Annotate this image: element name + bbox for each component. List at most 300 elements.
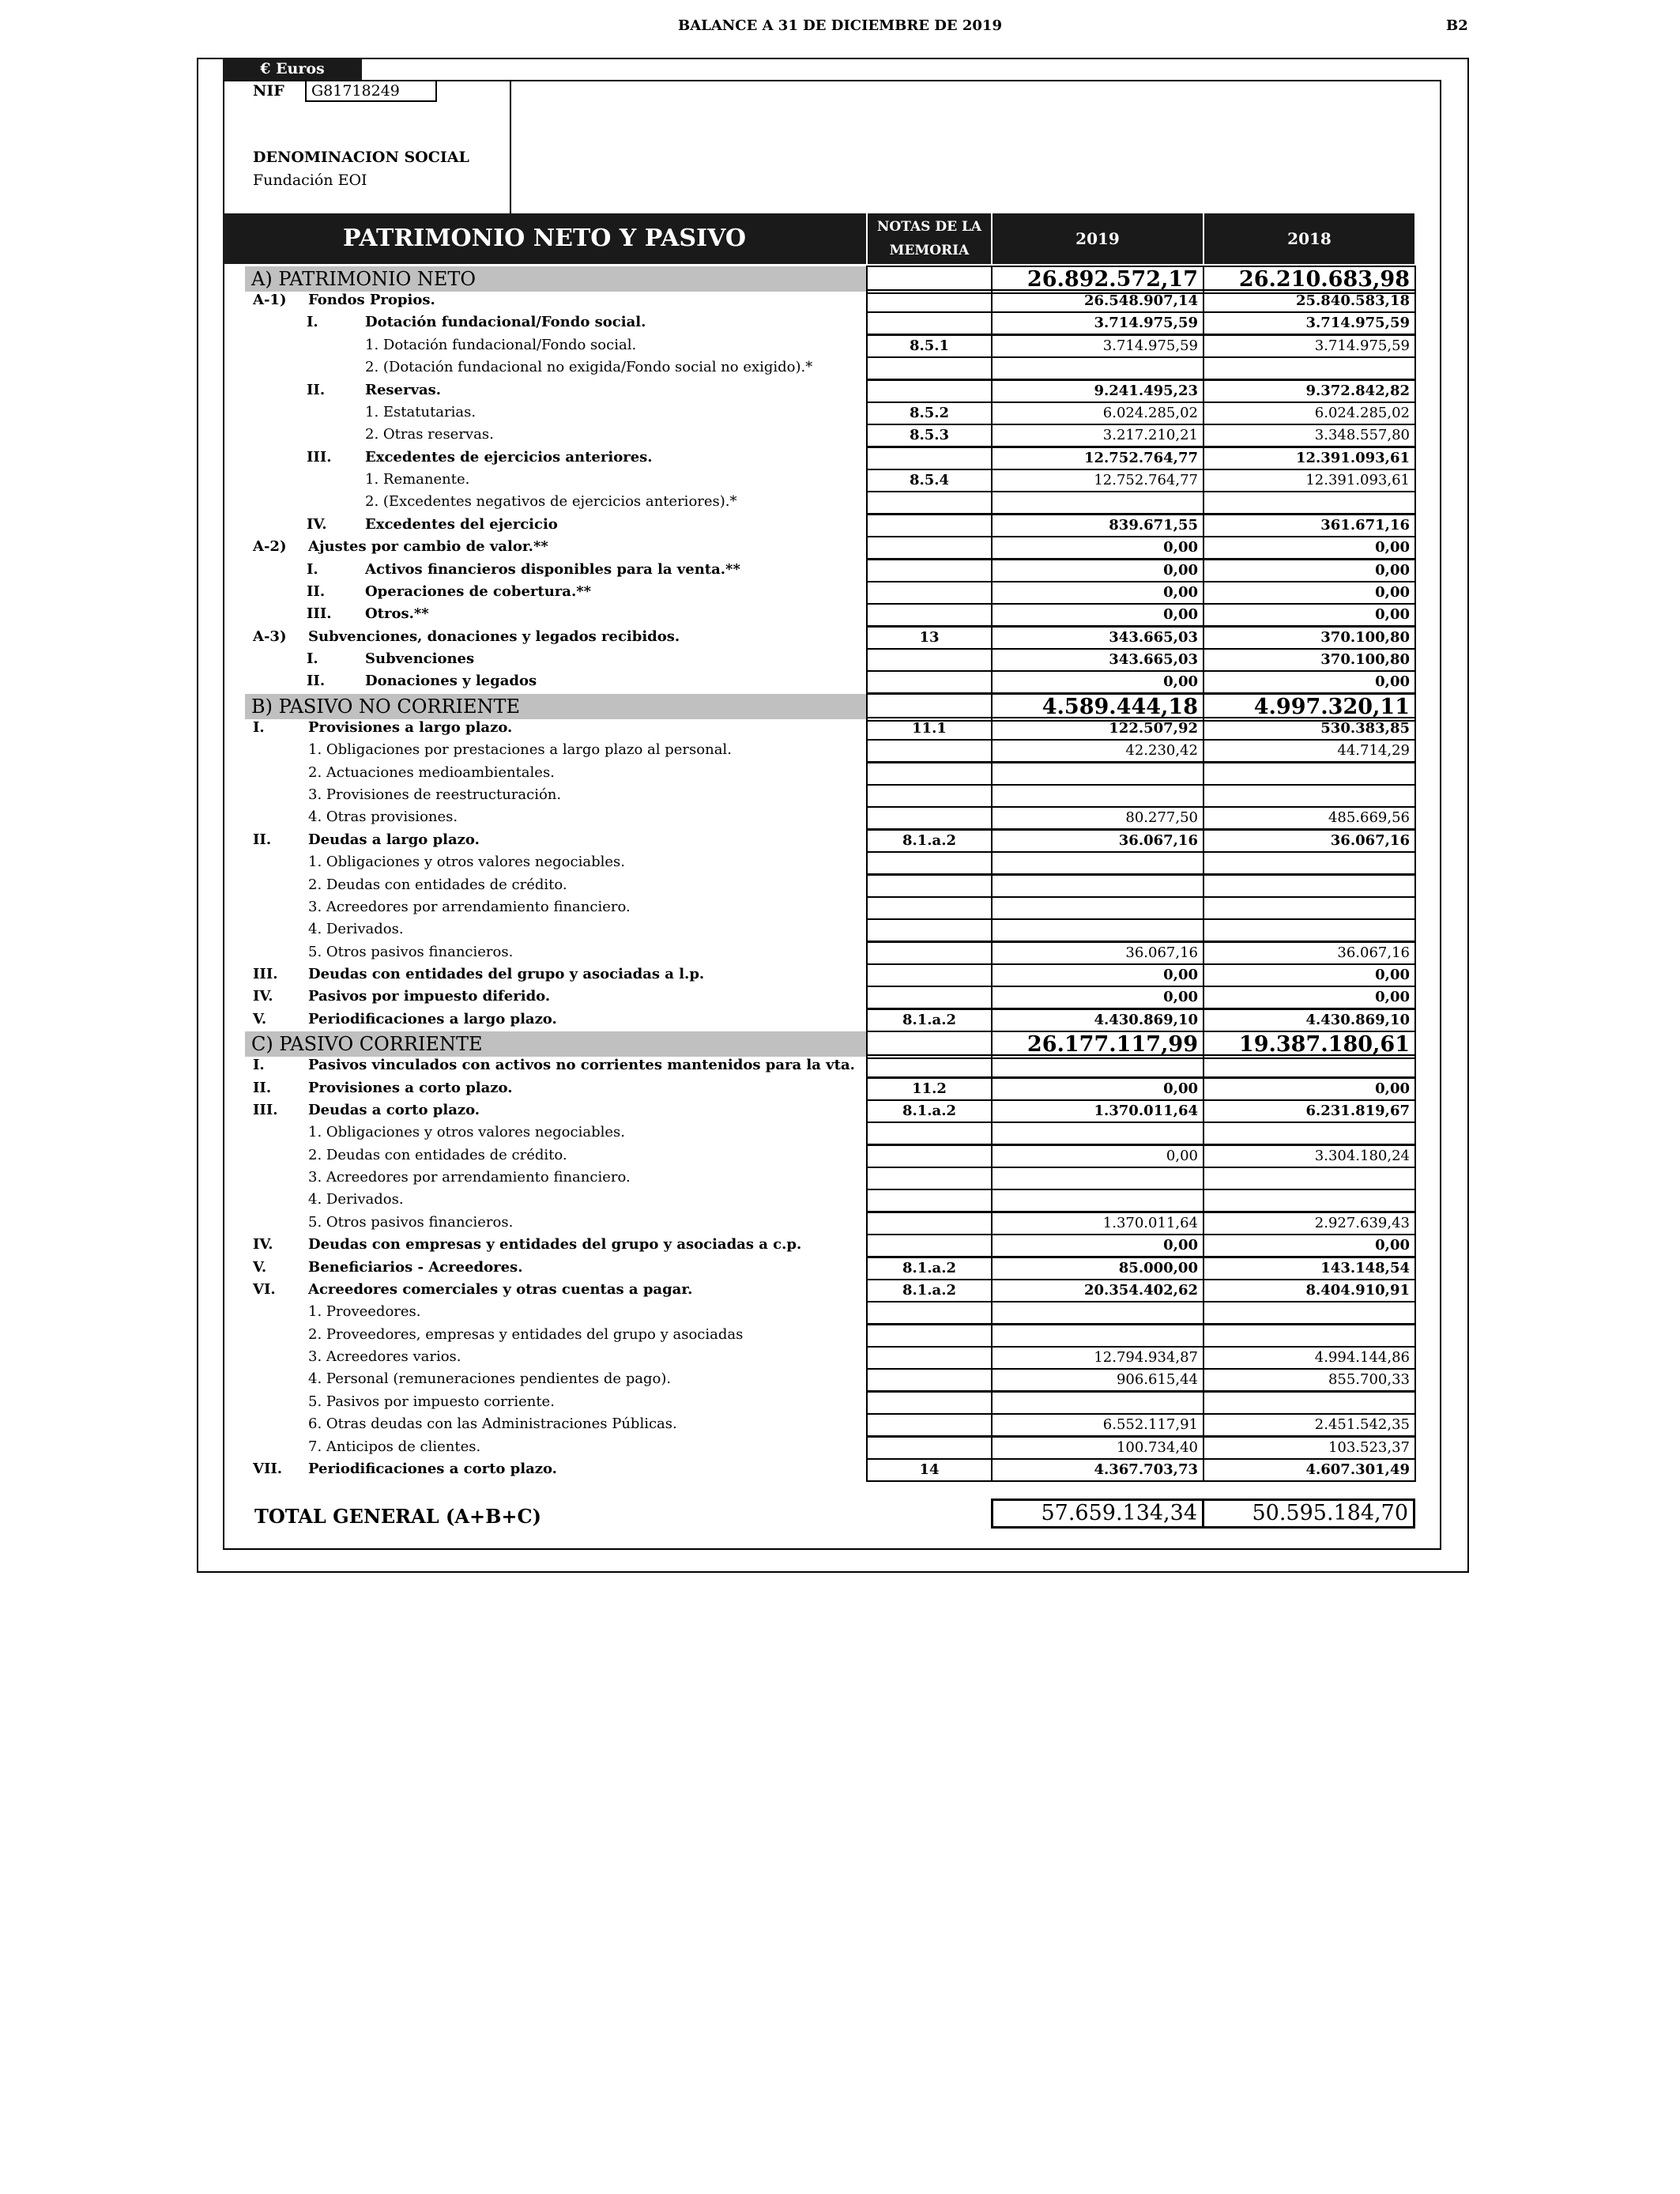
table-row xyxy=(223,379,1414,401)
value-2018-cell: 4.997.320,11 xyxy=(1203,693,1416,722)
value-2019-cell: 343.665,03 xyxy=(991,648,1204,672)
value-2018-cell: 0,00 xyxy=(1203,1234,1416,1257)
note-cell xyxy=(866,1391,993,1415)
value-2019-cell xyxy=(991,1391,1204,1415)
value-2019-cell: 1.370.011,64 xyxy=(991,1212,1204,1235)
value-2019-cell: 0,00 xyxy=(991,581,1204,605)
row-label: Beneficiarios - Acreedores. xyxy=(308,1259,523,1276)
note-cell xyxy=(866,670,993,694)
row-label: Periodificaciones a corto plazo. xyxy=(308,1461,557,1477)
value-2019-cell xyxy=(991,1324,1204,1348)
value-2018-cell xyxy=(1203,1301,1416,1325)
note-cell xyxy=(866,1054,993,1078)
value-2019-cell: 0,00 xyxy=(991,1234,1204,1257)
note-cell: 8.5.3 xyxy=(866,424,993,447)
value-2019-cell: 122.507,92 xyxy=(991,717,1204,741)
table-row xyxy=(223,424,1414,446)
value-2019-cell: 343.665,03 xyxy=(991,626,1204,650)
row-code: V. xyxy=(253,1259,267,1276)
value-2019-cell: 6.552.117,91 xyxy=(991,1413,1204,1437)
value-2018-cell: 143.148,54 xyxy=(1203,1257,1416,1280)
row-label: 1. Obligaciones y otros valores negociables. xyxy=(308,854,625,870)
value-2019-cell xyxy=(991,1167,1204,1190)
row-label: 6. Otras deudas con las Administraciones Públicas. xyxy=(308,1416,677,1432)
row-label: 7. Anticipos de clientes. xyxy=(308,1438,481,1455)
table-row xyxy=(223,447,1414,469)
note-cell: 8.1.a.2 xyxy=(866,829,993,853)
value-2019-cell: 0,00 xyxy=(991,1077,1204,1101)
row-code: III. xyxy=(253,966,278,982)
value-2018-cell: 4.994.144,86 xyxy=(1203,1346,1416,1370)
note-cell xyxy=(866,379,993,403)
value-2018-cell: 3.714.975,59 xyxy=(1203,334,1416,358)
section-title: A) PATRIMONIO NETO xyxy=(251,268,477,290)
value-2018-cell xyxy=(1203,491,1416,515)
note-cell xyxy=(866,311,993,335)
table-row xyxy=(223,514,1414,536)
note-cell xyxy=(866,1368,993,1392)
row-code: IV. xyxy=(253,988,273,1005)
total-2019: 57.659.134,34 xyxy=(991,1498,1204,1529)
value-2019-cell: 6.024.285,02 xyxy=(991,401,1204,425)
table-row xyxy=(223,603,1414,625)
section-title: C) PASIVO CORRIENTE xyxy=(251,1033,483,1055)
table-row xyxy=(223,1346,1414,1368)
value-2018-cell: 36.067,16 xyxy=(1203,941,1416,965)
note-cell: 8.5.1 xyxy=(866,334,993,358)
total-label: TOTAL GENERAL (A+B+C) xyxy=(254,1505,541,1528)
note-cell xyxy=(866,1301,993,1325)
table-row xyxy=(223,1368,1414,1390)
value-2019-cell: 4.367.703,73 xyxy=(991,1458,1204,1482)
row-label: 2. Deudas con entidades de crédito. xyxy=(308,876,567,893)
note-cell xyxy=(866,648,993,672)
row-label: 3. Acreedores por arrendamiento financiero. xyxy=(308,899,631,915)
table-row xyxy=(223,762,1414,784)
value-2018-cell: 25.840.583,18 xyxy=(1203,289,1416,313)
value-2019-cell xyxy=(991,784,1204,808)
row-label: Deudas a largo plazo. xyxy=(308,831,480,848)
row-number: III. xyxy=(307,605,332,622)
row-label: 3. Provisiones de reestructuración. xyxy=(308,786,562,803)
note-cell xyxy=(866,581,993,605)
value-2019-cell: 0,00 xyxy=(991,963,1204,987)
section-row xyxy=(223,1031,1414,1057)
row-label: Ajustes por cambio de valor.** xyxy=(308,538,548,555)
row-label: Subvenciones xyxy=(365,650,475,667)
row-code: II. xyxy=(253,1080,272,1096)
value-2019-cell: 20.354.402,62 xyxy=(991,1279,1204,1302)
value-2018-cell xyxy=(1203,1324,1416,1348)
row-label: Reservas. xyxy=(365,382,442,398)
value-2018-cell xyxy=(1203,1167,1416,1190)
value-2019-cell: 3.714.975,59 xyxy=(991,311,1204,335)
table-row xyxy=(223,536,1414,558)
row-label: 2. Otras reservas. xyxy=(365,426,494,443)
note-cell xyxy=(866,1413,993,1437)
table-row xyxy=(223,1257,1414,1279)
row-label: 5. Pasivos por impuesto corriente. xyxy=(308,1393,555,1410)
table-row xyxy=(223,1212,1414,1234)
table-row xyxy=(223,1054,1414,1076)
row-label: Excedentes del ejercicio xyxy=(365,516,558,533)
row-label: 2. Actuaciones medioambientales. xyxy=(308,764,555,781)
row-label: Deudas a corto plazo. xyxy=(308,1102,480,1118)
table-row xyxy=(223,1167,1414,1189)
value-2019-cell: 26.892.572,17 xyxy=(991,266,1204,294)
row-label: Pasivos vinculados con activos no corrientes mantenidos para la vta. xyxy=(308,1057,855,1073)
value-2018-cell: 8.404.910,91 xyxy=(1203,1279,1416,1302)
value-2018-cell: 361.671,16 xyxy=(1203,514,1416,537)
note-cell xyxy=(866,1144,993,1168)
value-2019-cell: 85.000,00 xyxy=(991,1257,1204,1280)
note-cell xyxy=(866,603,993,627)
table-row xyxy=(223,581,1414,603)
note-cell: 13 xyxy=(866,626,993,650)
row-code: III. xyxy=(253,1102,278,1118)
table-row xyxy=(223,1144,1414,1167)
note-cell xyxy=(866,1212,993,1235)
note-cell: 8.1.a.2 xyxy=(866,1008,993,1032)
row-label: Dotación fundacional/Fondo social. xyxy=(365,314,646,330)
note-cell xyxy=(866,514,993,537)
value-2018-cell: 36.067,16 xyxy=(1203,829,1416,853)
note-cell xyxy=(866,1436,993,1460)
value-2018-cell: 44.714,29 xyxy=(1203,739,1416,763)
value-2018-cell xyxy=(1203,1189,1416,1212)
row-label: 3. Acreedores varios. xyxy=(308,1348,461,1365)
value-2018-cell xyxy=(1203,762,1416,786)
note-cell: 11.2 xyxy=(866,1077,993,1101)
section-row xyxy=(223,693,1414,720)
value-2019-cell: 0,00 xyxy=(991,559,1204,582)
table-row xyxy=(223,1008,1414,1031)
value-2018-cell xyxy=(1203,874,1416,898)
value-2018-cell xyxy=(1203,851,1416,875)
table-row xyxy=(223,334,1414,356)
value-2018-cell xyxy=(1203,784,1416,808)
value-2018-cell: 0,00 xyxy=(1203,536,1416,560)
value-2019-cell: 12.794.934,87 xyxy=(991,1346,1204,1370)
row-label: 3. Acreedores por arrendamiento financiero. xyxy=(308,1169,631,1186)
value-2018-cell: 530.383,85 xyxy=(1203,717,1416,741)
note-cell xyxy=(866,784,993,808)
table-row xyxy=(223,739,1414,761)
table-row xyxy=(223,1234,1414,1256)
value-2019-cell: 26.177.117,99 xyxy=(991,1031,1204,1059)
row-number: II. xyxy=(307,382,326,398)
row-label: 4. Personal (remuneraciones pendientes de pago). xyxy=(308,1370,672,1387)
note-cell xyxy=(866,356,993,380)
value-2018-cell: 0,00 xyxy=(1203,581,1416,605)
row-label: 4. Derivados. xyxy=(308,1191,404,1208)
note-cell: 8.5.2 xyxy=(866,401,993,425)
row-label: Otros.** xyxy=(365,605,429,622)
row-code: I. xyxy=(253,1057,265,1073)
note-cell: 11.1 xyxy=(866,717,993,741)
value-2019-cell xyxy=(991,356,1204,380)
value-2019-cell xyxy=(991,918,1204,942)
row-label: Provisiones a corto plazo. xyxy=(308,1080,513,1096)
value-2019-cell xyxy=(991,762,1204,786)
table-row xyxy=(223,401,1414,424)
table-row xyxy=(223,289,1414,311)
value-2018-cell: 12.391.093,61 xyxy=(1203,469,1416,492)
value-2019-cell: 3.217.210,21 xyxy=(991,424,1204,447)
note-cell: 8.1.a.2 xyxy=(866,1099,993,1123)
note-cell xyxy=(866,941,993,965)
value-2019-cell: 0,00 xyxy=(991,1144,1204,1168)
table-row xyxy=(223,1391,1414,1413)
table-row xyxy=(223,829,1414,851)
note-cell xyxy=(866,1234,993,1257)
value-2019-cell xyxy=(991,1189,1204,1212)
row-number: IV. xyxy=(307,516,327,533)
note-cell xyxy=(866,289,993,313)
table-row xyxy=(223,986,1414,1008)
table-row xyxy=(223,1458,1414,1480)
table-row xyxy=(223,1324,1414,1346)
value-2018-cell: 0,00 xyxy=(1203,559,1416,582)
value-2019-cell: 9.241.495,23 xyxy=(991,379,1204,403)
value-2019-cell: 0,00 xyxy=(991,986,1204,1009)
value-2018-cell: 3.714.975,59 xyxy=(1203,311,1416,335)
table-row xyxy=(223,1436,1414,1458)
value-2019-cell xyxy=(991,1054,1204,1078)
page-title: BALANCE A 31 DE DICIEMBRE DE 2019 xyxy=(678,17,1002,34)
row-label: 1. Remanente. xyxy=(365,471,470,488)
value-2018-cell: 103.523,37 xyxy=(1203,1436,1416,1460)
note-cell xyxy=(866,762,993,786)
table-row xyxy=(223,469,1414,491)
note-cell xyxy=(866,1189,993,1212)
value-2019-cell: 12.752.764,77 xyxy=(991,447,1204,470)
note-cell: 14 xyxy=(866,1458,993,1482)
table-row xyxy=(223,626,1414,648)
table-row xyxy=(223,1189,1414,1211)
denominacion-value: Fundación EOI xyxy=(253,172,367,189)
value-2018-cell xyxy=(1203,1391,1416,1415)
value-2018-cell: 4.430.869,10 xyxy=(1203,1008,1416,1032)
value-2019-cell xyxy=(991,1301,1204,1325)
row-code: I. xyxy=(253,719,265,736)
year-2019-header: 2019 xyxy=(991,213,1203,264)
value-2018-cell: 2.451.542,35 xyxy=(1203,1413,1416,1437)
table-row xyxy=(223,896,1414,918)
note-cell xyxy=(866,1346,993,1370)
note-cell xyxy=(866,874,993,898)
table-row xyxy=(223,1077,1414,1099)
value-2018-cell: 855.700,33 xyxy=(1203,1368,1416,1392)
value-2018-cell: 0,00 xyxy=(1203,603,1416,627)
value-2019-cell xyxy=(991,1122,1204,1145)
nif-value: G81718249 xyxy=(305,80,437,102)
note-cell xyxy=(866,447,993,470)
table-row xyxy=(223,491,1414,513)
value-2019-cell: 26.548.907,14 xyxy=(991,289,1204,313)
value-2018-cell: 6.231.819,67 xyxy=(1203,1099,1416,1123)
row-label: Provisiones a largo plazo. xyxy=(308,719,513,736)
note-cell xyxy=(866,739,993,763)
table-row xyxy=(223,874,1414,896)
value-2018-cell: 0,00 xyxy=(1203,670,1416,694)
year-2018-header: 2018 xyxy=(1203,213,1414,264)
row-code: VI. xyxy=(253,1281,276,1298)
note-cell xyxy=(866,491,993,515)
table-row xyxy=(223,784,1414,806)
notas-header: NOTAS DE LA MEMORIA xyxy=(866,213,991,264)
value-2018-cell xyxy=(1203,356,1416,380)
row-code: V. xyxy=(253,1011,267,1027)
table-row xyxy=(223,1122,1414,1144)
row-label: 4. Otras provisiones. xyxy=(308,809,458,825)
row-label: Operaciones de cobertura.** xyxy=(365,583,592,600)
value-2019-cell: 12.752.764,77 xyxy=(991,469,1204,492)
row-number: I. xyxy=(307,314,318,330)
note-cell xyxy=(866,1324,993,1348)
value-2019-cell: 100.734,40 xyxy=(991,1436,1204,1460)
row-label: 1. Dotación fundacional/Fondo social. xyxy=(365,337,637,353)
value-2019-cell: 3.714.975,59 xyxy=(991,334,1204,358)
row-label: 2. (Dotación fundacional no exigida/Fondo social no exigido).* xyxy=(365,359,813,375)
row-label: Fondos Propios. xyxy=(308,292,435,308)
row-label: 5. Otros pasivos financieros. xyxy=(308,1214,514,1231)
row-label: 2. Proveedores, empresas y entidades del grupo y asociadas xyxy=(308,1326,744,1343)
row-number: III. xyxy=(307,449,332,466)
value-2018-cell xyxy=(1203,918,1416,942)
row-label: 1. Estatutarias. xyxy=(365,404,477,420)
value-2019-cell xyxy=(991,896,1204,920)
row-number: I. xyxy=(307,650,318,667)
currency-badge: € Euros xyxy=(223,58,362,80)
value-2018-cell xyxy=(1203,1122,1416,1145)
table-row xyxy=(223,717,1414,739)
value-2018-cell: 26.210.683,98 xyxy=(1203,266,1416,294)
row-label: Excedentes de ejercicios anteriores. xyxy=(365,449,653,466)
value-2018-cell: 3.348.557,80 xyxy=(1203,424,1416,447)
table-row xyxy=(223,559,1414,581)
note-cell xyxy=(866,851,993,875)
value-2019-cell: 36.067,16 xyxy=(991,829,1204,853)
value-2019-cell: 80.277,50 xyxy=(991,806,1204,830)
row-label: 1. Obligaciones por prestaciones a largo plazo al personal. xyxy=(308,741,732,758)
value-2018-cell: 485.669,56 xyxy=(1203,806,1416,830)
table-row xyxy=(223,1099,1414,1122)
note-cell: 8.5.4 xyxy=(866,469,993,492)
value-2019-cell: 0,00 xyxy=(991,603,1204,627)
value-2018-cell: 9.372.842,82 xyxy=(1203,379,1416,403)
value-2018-cell: 4.607.301,49 xyxy=(1203,1458,1416,1482)
value-2019-cell: 0,00 xyxy=(991,536,1204,560)
value-2019-cell xyxy=(991,491,1204,515)
value-2018-cell: 12.391.093,61 xyxy=(1203,447,1416,470)
table-row xyxy=(223,941,1414,963)
row-label: Deudas con empresas y entidades del grupo y asociadas a c.p. xyxy=(308,1236,802,1253)
value-2018-cell: 19.387.180,61 xyxy=(1203,1031,1416,1059)
value-2018-cell xyxy=(1203,1054,1416,1078)
row-label: Deudas con entidades del grupo y asociadas a l.p. xyxy=(308,966,705,982)
table-title: PATRIMONIO NETO Y PASIVO xyxy=(223,213,866,264)
row-label: Pasivos por impuesto diferido. xyxy=(308,988,551,1005)
value-2019-cell: 4.589.444,18 xyxy=(991,693,1204,722)
row-code: IV. xyxy=(253,1236,273,1253)
value-2019-cell xyxy=(991,874,1204,898)
row-label: Subvenciones, donaciones y legados recibidos. xyxy=(308,628,680,645)
note-cell xyxy=(866,559,993,582)
section-row xyxy=(223,266,1414,292)
value-2019-cell: 4.430.869,10 xyxy=(991,1008,1204,1032)
note-cell: 8.1.a.2 xyxy=(866,1279,993,1302)
row-label: 2. (Excedentes negativos de ejercicios anteriores).* xyxy=(365,493,737,510)
row-code: A-2) xyxy=(253,538,287,555)
value-2018-cell: 0,00 xyxy=(1203,1077,1416,1101)
table-row xyxy=(223,648,1414,670)
table-row xyxy=(223,918,1414,941)
section-title: B) PASIVO NO CORRIENTE xyxy=(251,696,521,718)
table-row xyxy=(223,1279,1414,1301)
value-2018-cell: 2.927.639,43 xyxy=(1203,1212,1416,1235)
note-cell: 8.1.a.2 xyxy=(866,1257,993,1280)
table-row xyxy=(223,1301,1414,1323)
note-cell xyxy=(866,986,993,1009)
value-2018-cell xyxy=(1203,896,1416,920)
page-code: B2 xyxy=(1446,17,1468,34)
row-code: II. xyxy=(253,831,272,848)
value-2019-cell: 1.370.011,64 xyxy=(991,1099,1204,1123)
row-number: II. xyxy=(307,673,326,689)
row-code: A-1) xyxy=(253,292,287,308)
row-label: Activos financieros disponibles para la venta.** xyxy=(365,561,740,578)
row-number: II. xyxy=(307,583,326,600)
row-label: 1. Proveedores. xyxy=(308,1303,421,1320)
table-row xyxy=(223,311,1414,334)
row-number: I. xyxy=(307,561,318,578)
row-label: 4. Derivados. xyxy=(308,921,404,937)
row-label: Acreedores comerciales y otras cuentas a pagar. xyxy=(308,1281,693,1298)
row-label: Periodificaciones a largo plazo. xyxy=(308,1011,557,1027)
value-2019-cell: 906.615,44 xyxy=(991,1368,1204,1392)
value-2018-cell: 6.024.285,02 xyxy=(1203,401,1416,425)
value-2019-cell: 42.230,42 xyxy=(991,739,1204,763)
value-2018-cell: 0,00 xyxy=(1203,986,1416,1009)
value-2018-cell: 370.100,80 xyxy=(1203,626,1416,650)
value-2019-cell xyxy=(991,851,1204,875)
table-row xyxy=(223,963,1414,986)
ident-divider xyxy=(510,80,511,213)
row-label: 1. Obligaciones y otros valores negociables. xyxy=(308,1124,625,1140)
value-2018-cell: 370.100,80 xyxy=(1203,648,1416,672)
row-label: 2. Deudas con entidades de crédito. xyxy=(308,1147,567,1163)
nif-label: NIF xyxy=(253,82,284,100)
table-row xyxy=(223,670,1414,692)
value-2018-cell: 3.304.180,24 xyxy=(1203,1144,1416,1168)
row-label: 5. Otros pasivos financieros. xyxy=(308,944,514,960)
row-code: A-3) xyxy=(253,628,287,645)
note-cell xyxy=(866,963,993,987)
row-label: Donaciones y legados xyxy=(365,673,537,689)
row-code: VII. xyxy=(253,1461,283,1477)
note-cell xyxy=(866,1167,993,1190)
note-cell xyxy=(866,806,993,830)
note-cell xyxy=(866,1122,993,1145)
total-2018: 50.595.184,70 xyxy=(1202,1498,1415,1529)
value-2018-cell: 0,00 xyxy=(1203,963,1416,987)
table-row xyxy=(223,806,1414,828)
value-2019-cell: 839.671,55 xyxy=(991,514,1204,537)
note-cell xyxy=(866,896,993,920)
denominacion-label: DENOMINACION SOCIAL xyxy=(253,149,469,166)
note-cell xyxy=(866,536,993,560)
